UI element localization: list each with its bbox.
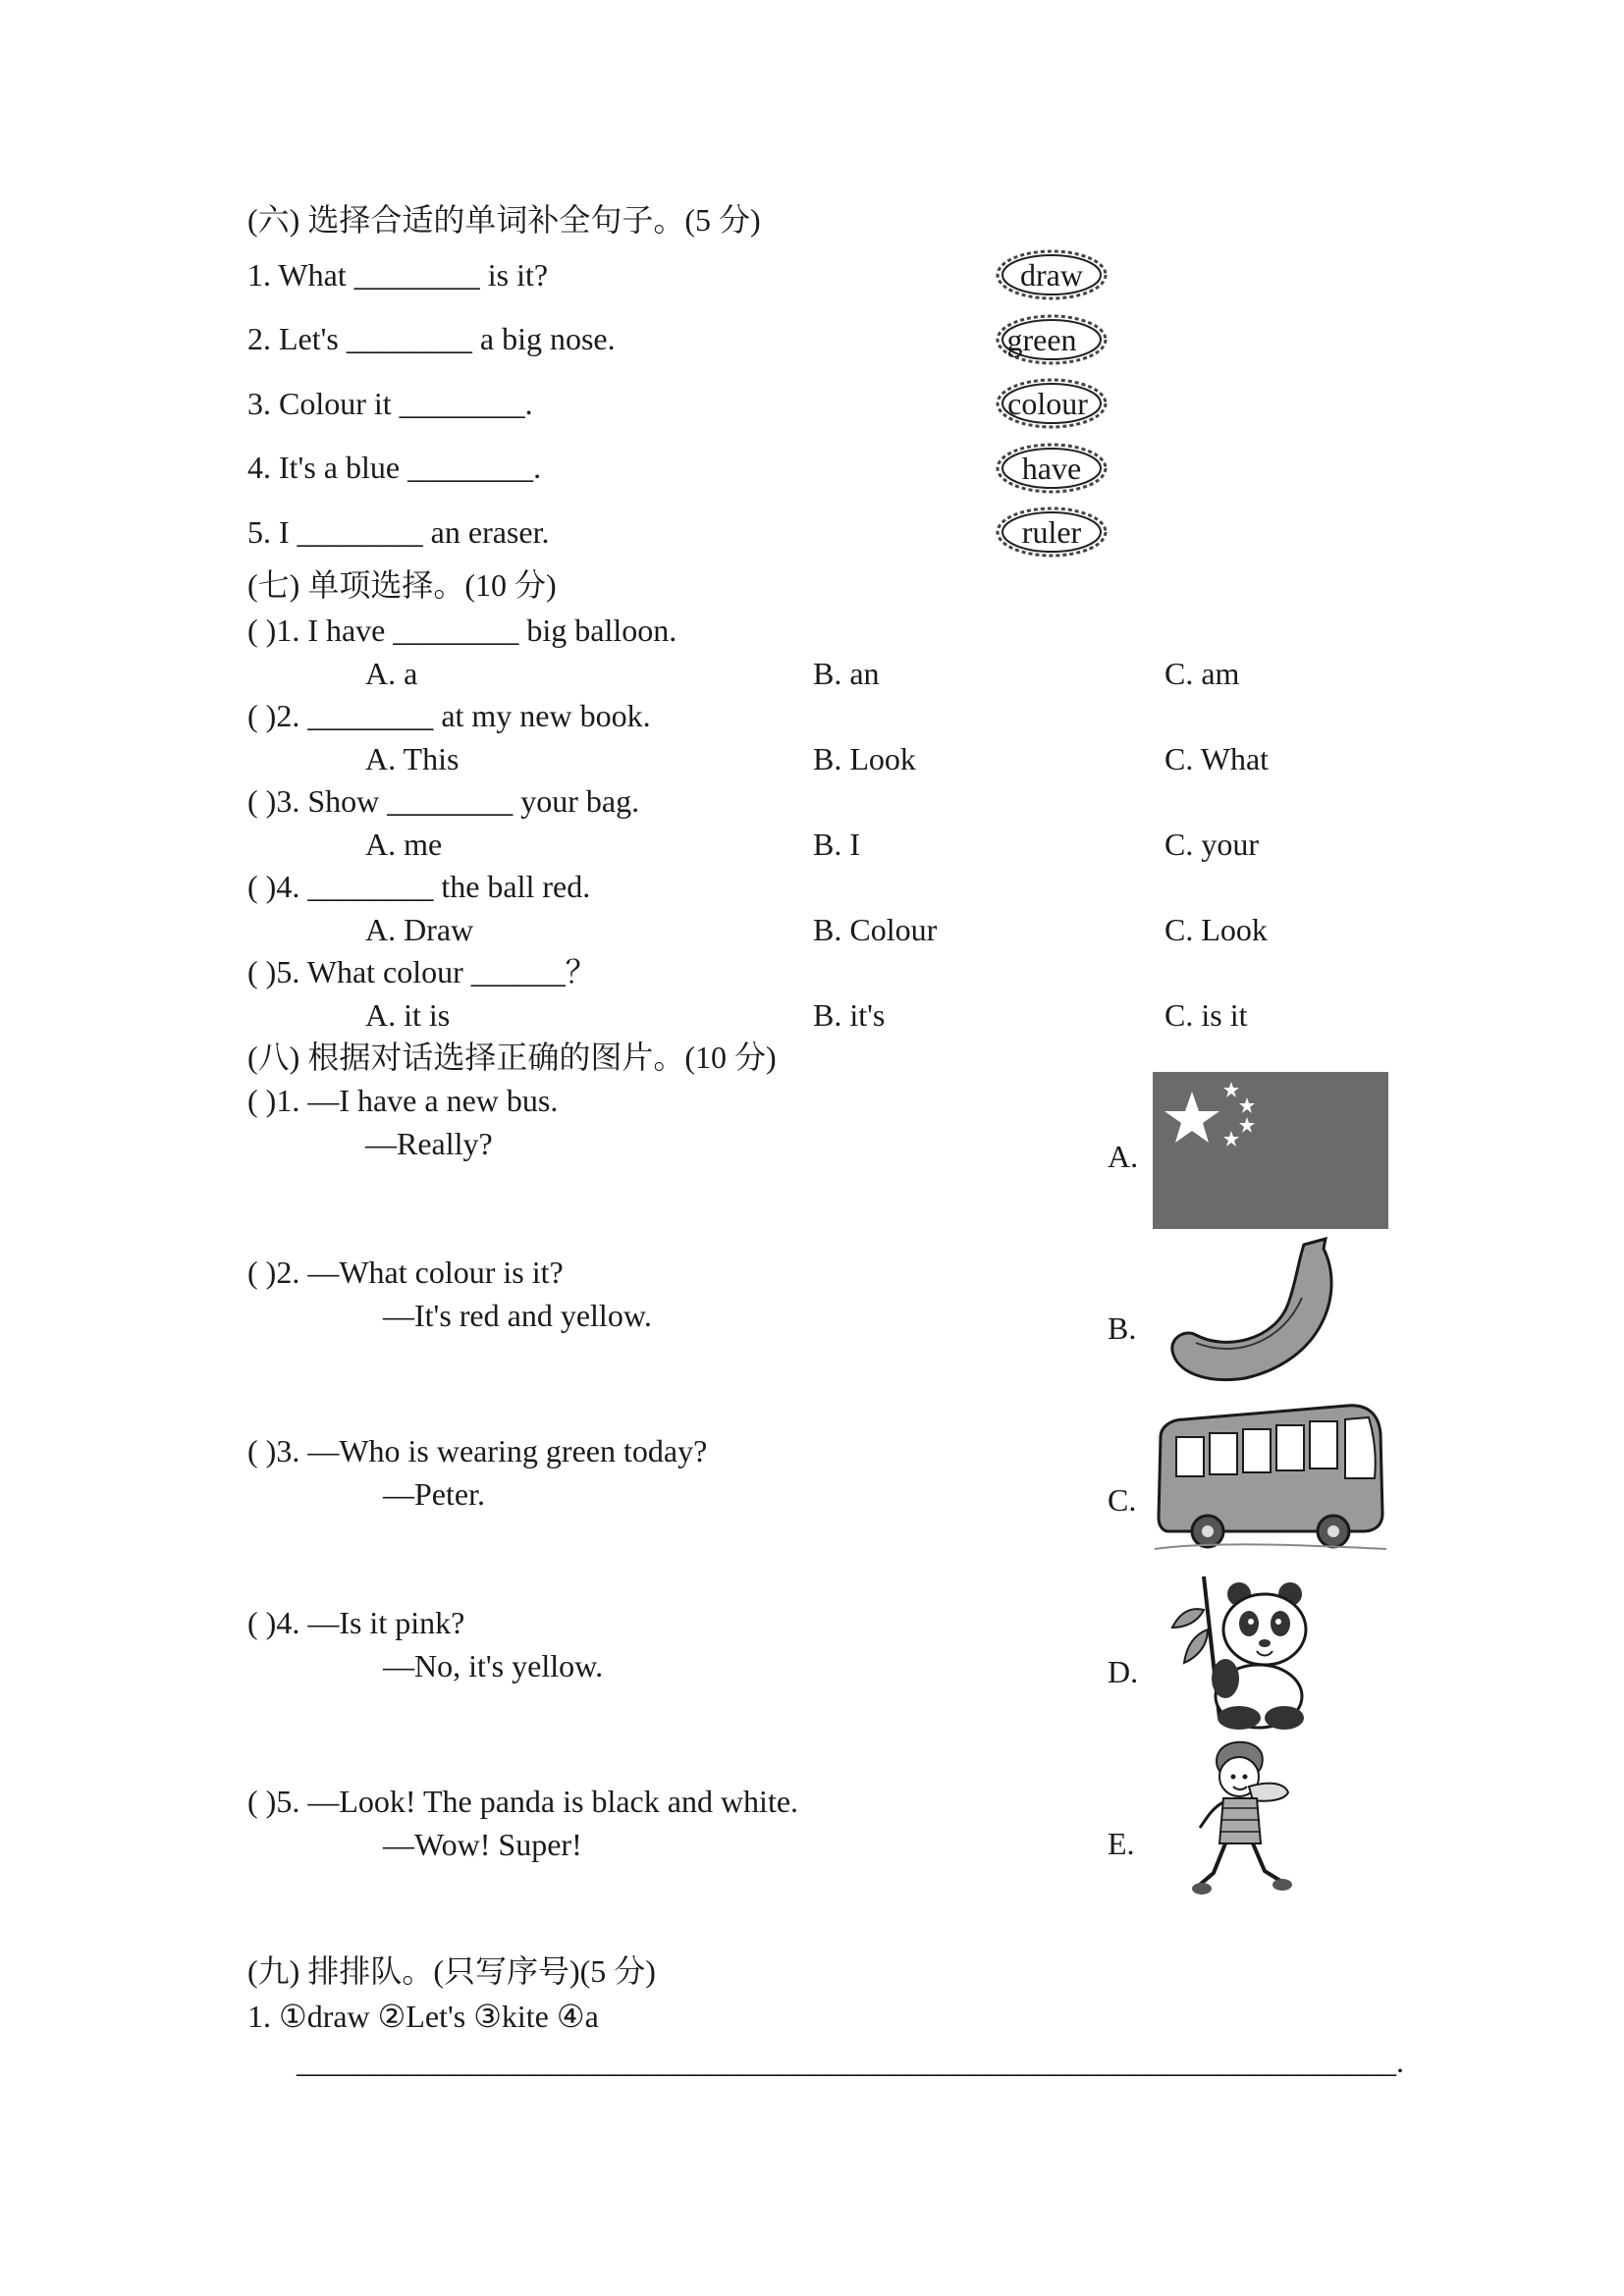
section6-sentence-1: 1. What ________ is it? (247, 257, 549, 293)
dialog-5-line1: ( )5. —Look! The panda is black and white. (247, 1784, 799, 1819)
china-flag-icon (1153, 1072, 1388, 1229)
option-label-b: B. (1108, 1310, 1137, 1346)
option-label-a: A. (1108, 1139, 1139, 1174)
section9-item-1: 1. ①draw ②Let's ③kite ④a (247, 1999, 599, 2034)
dialog-4-line1: ( )4. —Is it pink? (247, 1605, 465, 1640)
word-badge-ruler (994, 505, 1110, 560)
section8-title: (八) 根据对话选择正确的图片。(10 分) (247, 1040, 777, 1075)
word-draw: draw (1020, 257, 1083, 293)
section6-sentence-2: 2. Let's ________ a big nose. (247, 321, 616, 356)
section7-title: (七) 单项选择。(10 分) (247, 567, 557, 603)
q7-4-option-a: A. Draw (365, 912, 474, 947)
q7-1-stem: ( )1. I have ________ big balloon. (247, 613, 677, 648)
q7-5-option-b: B. it's (813, 997, 886, 1033)
boy-icon (1190, 1737, 1298, 1904)
section6-sentence-5: 5. I ________ an eraser. (247, 514, 550, 550)
dialog-4-line2: —No, it's yellow. (383, 1648, 604, 1683)
q7-1-option-c: C. am (1164, 656, 1240, 691)
banana-icon (1166, 1233, 1349, 1386)
q7-2-option-a: A. This (365, 741, 460, 776)
dialog-1-line1: ( )1. —I have a new bus. (247, 1083, 559, 1118)
q7-5-stem: ( )5. What colour ______？ (247, 954, 597, 989)
dialog-2-line1: ( )2. —What colour is it? (247, 1255, 564, 1290)
q7-3-stem: ( )3. Show ________ your bag. (247, 783, 640, 819)
q7-5-option-c: C. is it (1164, 997, 1248, 1033)
word-badge-colour (994, 376, 1110, 431)
q7-2-stem: ( )2. ________ at my new book. (247, 698, 651, 733)
section6-sentence-4: 4. It's a blue ________. (247, 450, 542, 485)
dialog-3-line1: ( )3. —Who is wearing green today? (247, 1433, 708, 1468)
q7-1-option-b: B. an (813, 656, 880, 691)
q7-2-option-b: B. Look (813, 741, 916, 776)
answer-line: ______________________________________________________________________. (297, 2044, 1404, 2079)
dialog-3-line2: —Peter. (383, 1476, 485, 1512)
section6-sentence-3: 3. Colour it ________. (247, 386, 533, 421)
word-badge-draw (994, 247, 1110, 302)
q7-1-option-a: A. a (365, 656, 418, 691)
word-badge-green (994, 312, 1110, 367)
option-label-e: E. (1108, 1826, 1135, 1861)
q7-3-option-a: A. me (365, 827, 443, 862)
section9-title: (九) 排排队。(只写序号)(5 分) (247, 1953, 656, 1989)
q7-3-option-b: B. I (813, 827, 860, 862)
option-label-c: C. (1108, 1482, 1137, 1518)
q7-3-option-c: C. your (1164, 827, 1259, 862)
bus-icon (1151, 1398, 1390, 1559)
word-ruler: ruler (1021, 514, 1082, 550)
q7-5-option-a: A. it is (365, 997, 451, 1033)
word-badge-have (994, 441, 1110, 496)
option-label-d: D. (1108, 1654, 1139, 1689)
panda-icon (1168, 1571, 1320, 1734)
word-have: have (1021, 451, 1082, 486)
word-green: green (1006, 322, 1077, 357)
q7-4-option-c: C. Look (1164, 912, 1268, 947)
section6-title: (六) 选择合适的单词补全句子。(5 分) (247, 202, 761, 238)
q7-2-option-c: C. What (1164, 741, 1270, 776)
dialog-1-line2: —Really? (365, 1126, 493, 1161)
q7-4-option-b: B. Colour (813, 912, 938, 947)
dialog-2-line2: —It's red and yellow. (383, 1298, 652, 1333)
word-colour: colour (1007, 386, 1088, 421)
dialog-5-line2: —Wow! Super! (383, 1827, 582, 1862)
q7-4-stem: ( )4. ________ the ball red. (247, 869, 591, 904)
